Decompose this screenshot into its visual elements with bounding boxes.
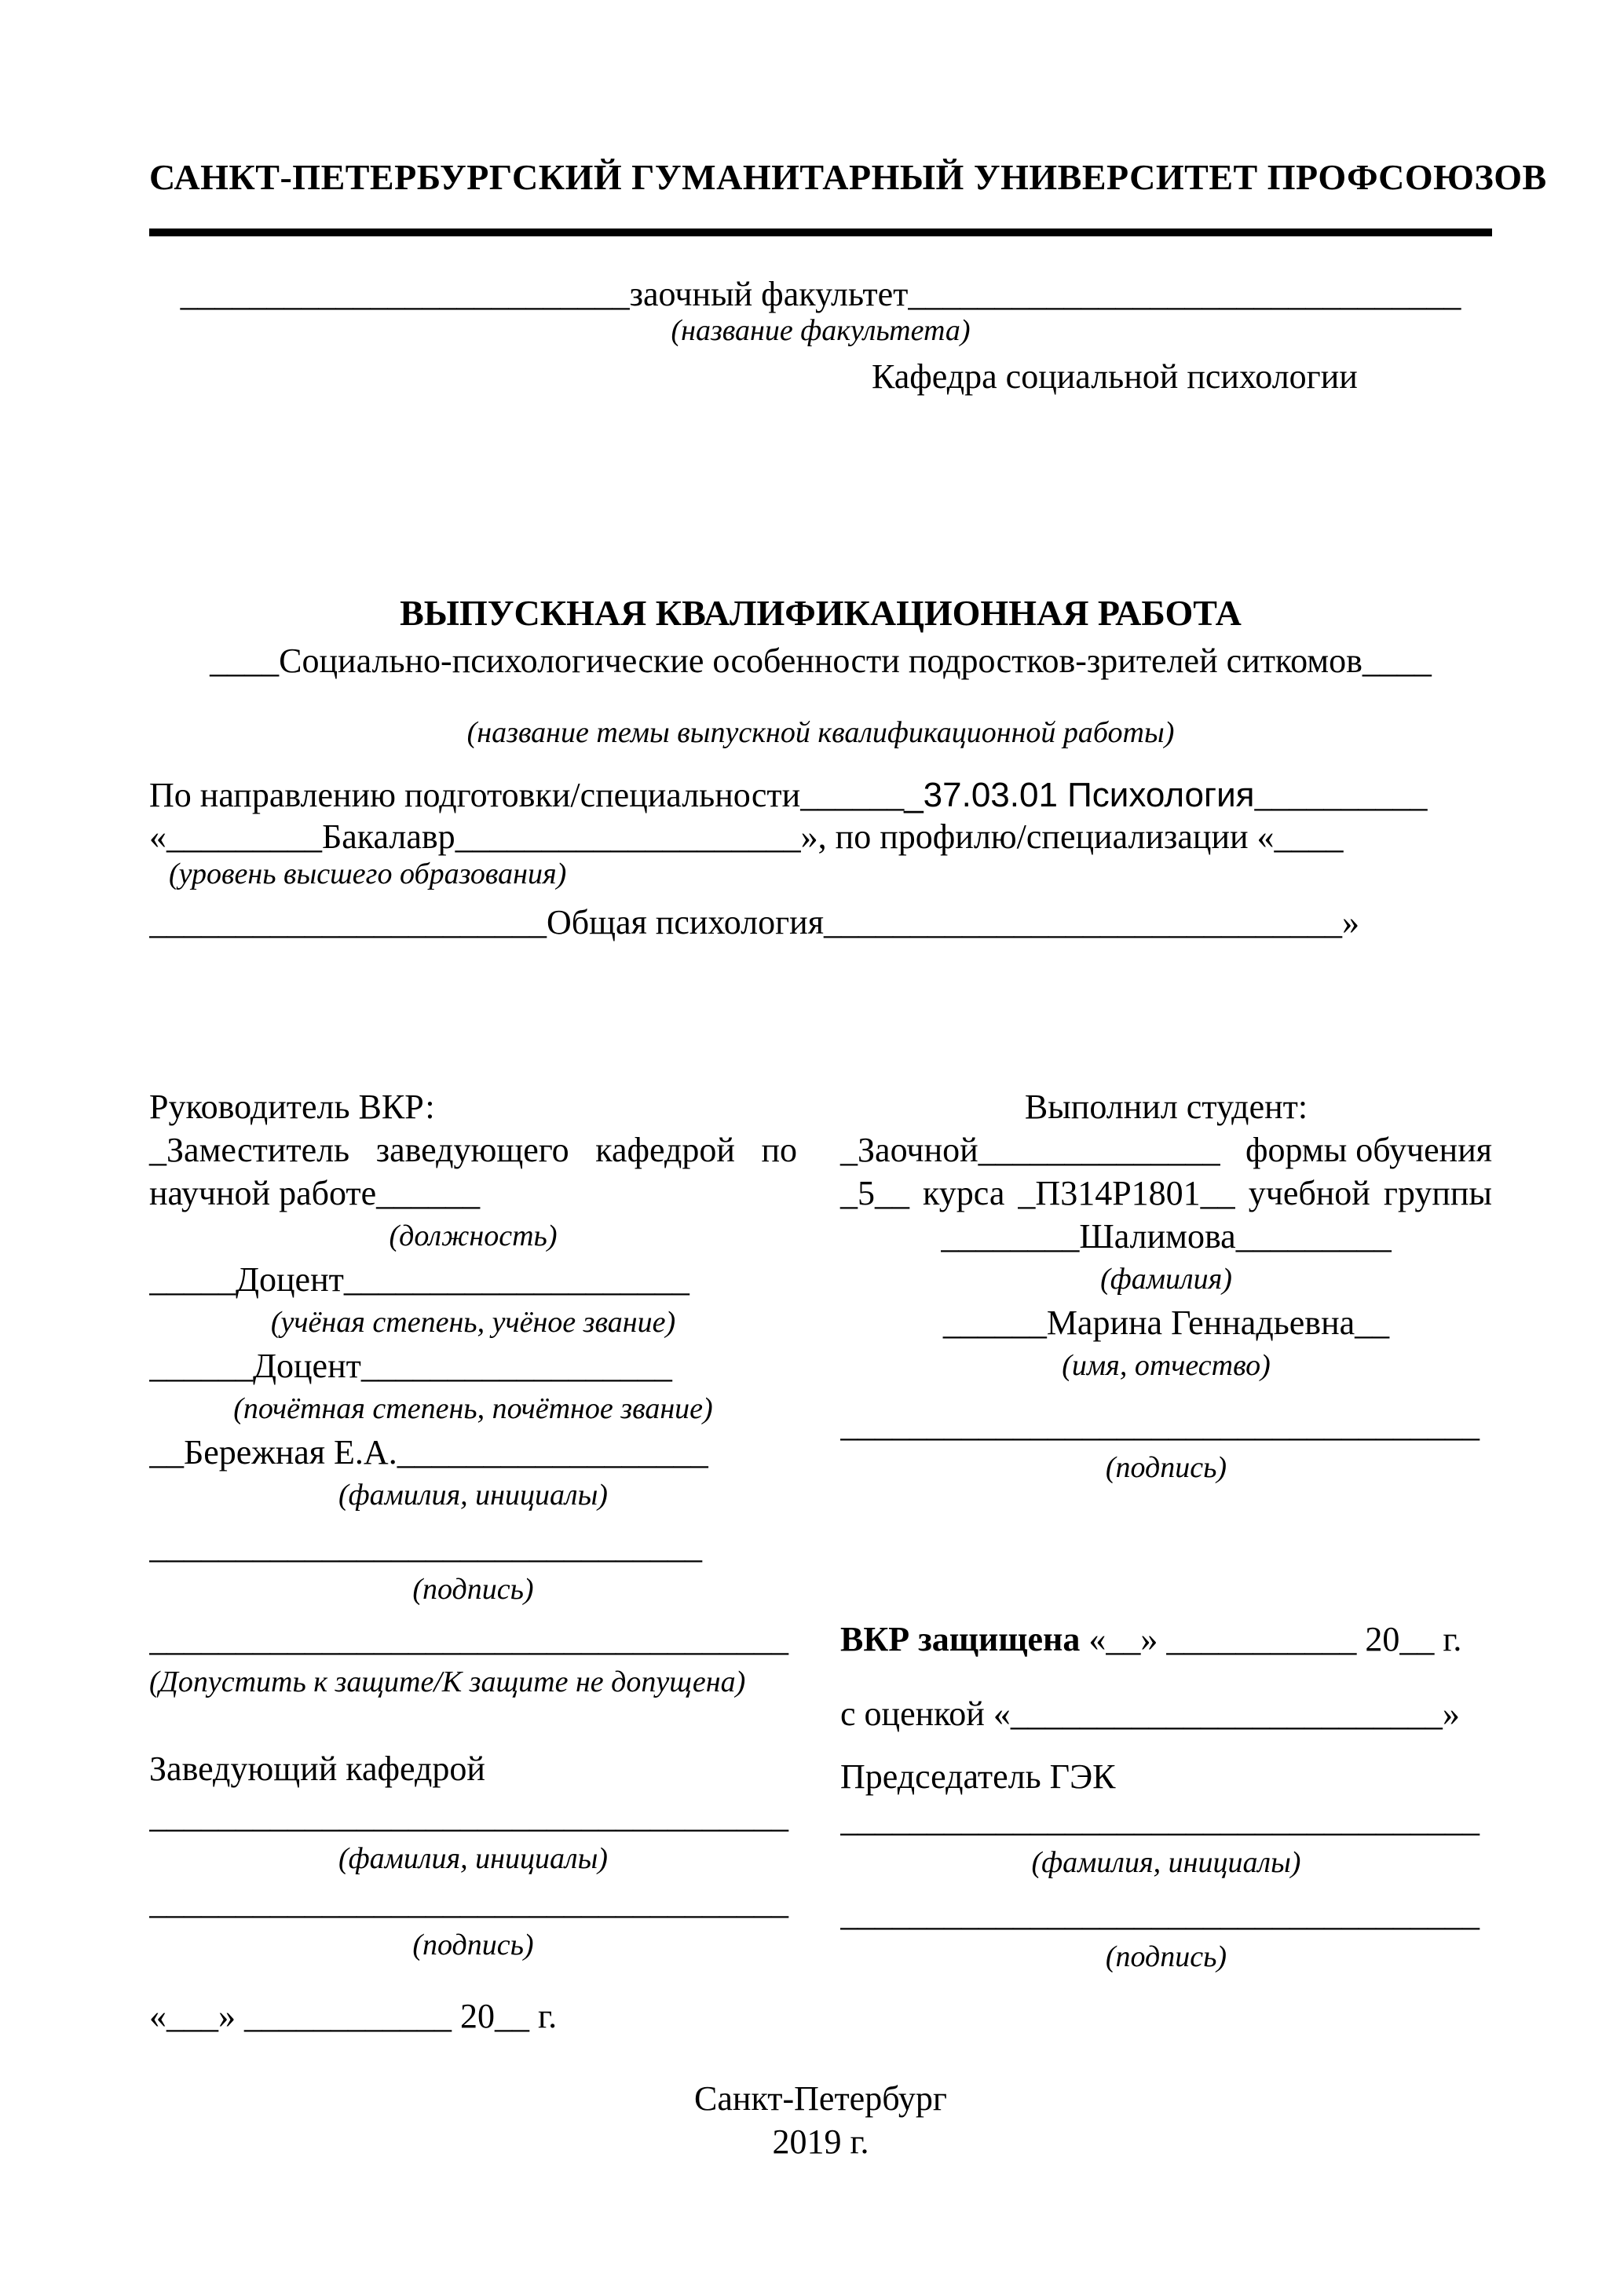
defense-date-blank: «__» ___________ 20__ г.	[1088, 1620, 1462, 1658]
student-form-blank: _Заочной______________	[840, 1131, 1220, 1169]
header-divider-rule	[149, 229, 1492, 236]
head-signature-line: _____________________________________	[149, 1883, 788, 1921]
admission-date-line: «___» ____________ 20__ г.	[149, 1997, 558, 2035]
theme-caption: (название темы выпускной квалификационной работы)	[466, 716, 1175, 749]
grade-prefix: с оценкой «	[840, 1695, 1011, 1733]
student-form-line	[840, 1128, 1492, 1172]
honorary-caption: (почётная степень, почётное звание)	[233, 1392, 713, 1425]
profile-close-quote: »	[1341, 903, 1359, 941]
defense-label: ВКР защищена	[840, 1620, 1081, 1658]
profile-line	[149, 901, 1492, 943]
signatories-section	[149, 1085, 1492, 1611]
faculty-blank-left: __________________________	[180, 275, 630, 313]
head-signature-caption: (подпись)	[412, 1929, 534, 1961]
student-section	[840, 1085, 1492, 1490]
honorary-line: ______Доцент__________________	[149, 1347, 672, 1385]
degree-caption: (учёная степень, учёное звание)	[270, 1306, 676, 1339]
student-signature-caption: (подпись)	[1105, 1451, 1227, 1484]
grade-close-quote: »	[1442, 1695, 1460, 1733]
student-group-line: _5__ курса _П314Р1801__ учебной группы	[840, 1174, 1492, 1212]
faculty-line	[149, 274, 1492, 314]
chair-name-caption: (фамилия, инициалы)	[1031, 1846, 1301, 1879]
student-signature-line: _____________________________________	[840, 1406, 1480, 1444]
gek-chair-label: Председатель ГЭК	[840, 1757, 1116, 1796]
direction-line	[149, 774, 1492, 816]
chair-signature-caption: (подпись)	[1105, 1940, 1227, 1973]
supervisor-heading: Руководитель ВКР:	[149, 1088, 435, 1126]
head-name-line: _____________________________________	[149, 1797, 788, 1835]
level-caption: (уровень высшего образования)	[169, 857, 567, 890]
profile-blank-left: _______________________	[149, 903, 547, 941]
thesis-theme: ____Социально-психологические особенности подростков-зрителей ситкомов____	[210, 642, 1432, 680]
supervisor-signature-caption: (подпись)	[412, 1573, 534, 1606]
profile-value: Общая психология	[547, 903, 824, 941]
chair-signature-line: _____________________________________	[840, 1895, 1480, 1933]
head-name-caption: (фамилия, инициалы)	[338, 1842, 608, 1875]
defense-date-line	[840, 1618, 1492, 1661]
grade-blank: _________________________	[1010, 1695, 1443, 1733]
faculty-name: заочный факультет	[629, 275, 909, 313]
department-name: Кафедра социальной психологии	[872, 357, 1358, 396]
admission-caption: (Допустить к защите/К защите не допущена)	[149, 1665, 746, 1698]
student-form-label: формы обучения	[1245, 1131, 1492, 1169]
position-caption: (должность)	[389, 1219, 558, 1252]
level-line: «_________Бакалавр____________________», по профилю/специализации «____	[149, 817, 1344, 856]
footer	[149, 2077, 1492, 2163]
student-name-line: ______Марина Геннадьевна__	[942, 1303, 1390, 1342]
faculty-caption: (название факультета)	[671, 314, 971, 347]
supervisor-section	[149, 1085, 797, 1611]
student-surname-caption: (фамилия)	[1100, 1263, 1232, 1296]
work-title: ВЫПУСКНАЯ КВАЛИФИКАЦИОННАЯ РАБОТА	[400, 593, 1242, 633]
student-name-caption: (имя, отчество)	[1062, 1349, 1271, 1382]
direction-blank-post: __________	[1254, 776, 1428, 814]
degree-line: _____Доцент____________________	[149, 1260, 689, 1299]
supervisor-position-line2: научной работе______	[149, 1174, 481, 1212]
direction-label: По направлению подготовки/специальности	[149, 776, 801, 814]
university-name: САНКТ-ПЕТЕРБУРГСКИЙ ГУМАНИТАРНЫЙ УНИВЕРСИТЕТ ПРОФСОЮЗОВ	[149, 157, 1547, 197]
student-surname-line: ________Шалимова_________	[941, 1217, 1392, 1256]
faculty-blank-right: ________________________________	[908, 275, 1461, 313]
direction-blank-pre: ______	[800, 776, 905, 814]
direction-value: _37.03.01 Психология	[904, 776, 1255, 814]
chair-name-line: _____________________________________	[840, 1801, 1480, 1839]
defense-section	[840, 1618, 1492, 1979]
grade-line	[840, 1692, 1492, 1735]
year-label: 2019 г.	[772, 2122, 869, 2161]
supervisor-position-line1: _Заместитель заведующего кафедрой по	[149, 1131, 797, 1169]
department-head-label: Заведующий кафедрой	[149, 1749, 485, 1788]
profile-blank-right: ______________________________	[823, 903, 1342, 941]
supervisor-name-caption: (фамилия, инициалы)	[338, 1479, 608, 1512]
city-name: Санкт-Петербург	[694, 2079, 947, 2118]
supervisor-signature-line: ________________________________	[149, 1527, 702, 1566]
approval-section	[149, 1618, 1492, 2038]
supervisor-name-line: __Бережная Е.А.__________________	[149, 1433, 708, 1472]
student-heading: Выполнил студент:	[1024, 1088, 1308, 1126]
admission-section	[149, 1618, 797, 2038]
admission-line: _____________________________________	[149, 1620, 788, 1658]
